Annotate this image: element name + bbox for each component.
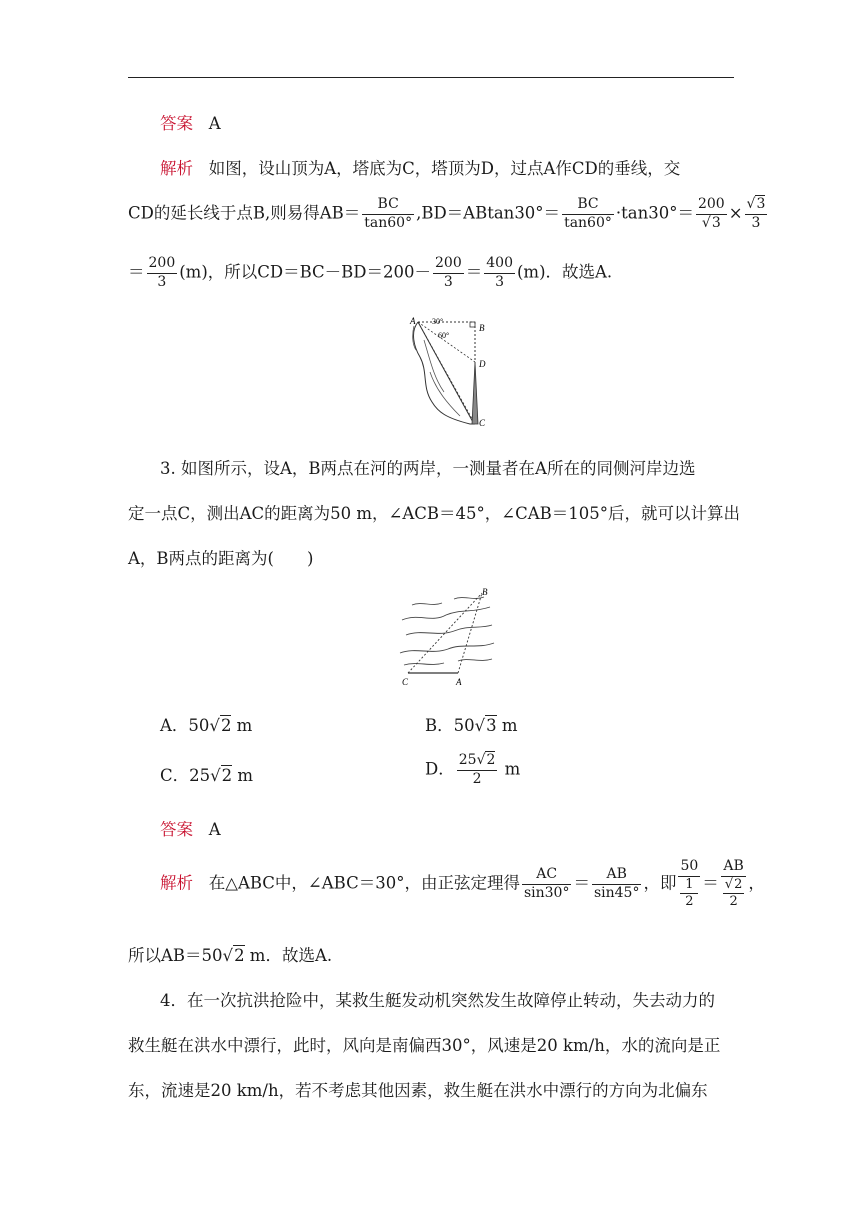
analysis-label: 解析	[160, 873, 193, 893]
fraction: $\frac{400}{3}$	[486, 255, 513, 290]
fraction: $\frac{200}{3}$	[435, 255, 462, 290]
question-4-line-1: 4．在一次抗洪抢险中，某救生艇发动机突然发生故障停止转动，失去动力的	[160, 991, 715, 1010]
point-c-label: C	[402, 677, 409, 687]
analysis-2-line-2: 所以AB＝50√2 m．故选A.	[128, 946, 333, 965]
fraction: $\frac{√3}{3}$	[746, 196, 766, 231]
point-c-label: C	[479, 418, 486, 428]
answer-value: A	[208, 114, 221, 133]
fraction: $\frac{200}{√3}$	[697, 196, 725, 231]
answer-label: 答案	[160, 114, 193, 133]
question-4-line-3: 东，流速是20 km/h，若不考虑其他因素，救生艇在洪水中漂行的方向为北偏东	[128, 1081, 708, 1100]
answer-2	[160, 816, 734, 840]
point-b-label: B	[482, 587, 488, 597]
analysis-1-line-3: ＝ $\frac{200}{3}$ (m)，所以CD＝BC－BD＝200－ $\frac{200}{3}$ ＝ $\frac{400}{3}$ (m)．故选A.	[128, 255, 613, 290]
fraction: $\frac{BC}{\tan 60^\circ}$	[364, 196, 413, 231]
analysis-label: 解析	[160, 159, 193, 178]
analysis-2-line-1: 解析 在△ABC中，∠ABC＝30°，由正弦定理得 $\frac{AC}{\sin 30^\circ}$ ＝ $\frac{AB}{\sin 45^\circ}$ ，即 50 1 2 ＝ AB √2 2 ，	[160, 858, 765, 909]
analysis-1-line-1: 解析 如图，设山顶为A，塔底为C，塔顶为D，过点A作CD的垂线，交	[160, 159, 681, 178]
answer-label: 答案	[160, 820, 193, 839]
option-c[interactable]: C．25√2 m	[160, 766, 254, 785]
fraction: $\frac{200}{3}$	[148, 255, 176, 290]
answer-1	[160, 110, 734, 134]
fraction: $\frac{BC}{\tan 60^\circ}$	[564, 196, 612, 231]
point-a-label: A	[456, 677, 462, 687]
question-3-line-3: A，B两点的距离为( )	[128, 549, 314, 568]
angle-30-label: 30°	[432, 317, 444, 326]
answer-value: A	[208, 820, 221, 839]
mountain-tower-figure	[400, 312, 500, 432]
angle-60-label: 60°	[438, 331, 450, 340]
option-d[interactable]: D． $\frac{25√2}{2}$ m	[425, 752, 521, 787]
point-b-label: B	[479, 323, 485, 333]
point-a-label: A	[410, 316, 416, 326]
river-figure	[398, 585, 498, 690]
question-3-line-2: 定一点C，测出AC的距离为50 m，∠ACB＝45°，∠CAB＝105°后，就可以计算出	[128, 504, 741, 523]
option-b[interactable]: B．50√3 m	[425, 716, 518, 735]
analysis-1-line-2: CD的延长线于点B,则易得AB＝ $\frac{BC}{\tan 60^\circ}$ ,BD＝ABtan30°＝ $\frac{BC}{\tan 60^\circ}$ ·tan30°＝ $\frac{200}{√3}$ × $\frac{√3}{3}$	[128, 196, 766, 231]
question-4-line-2: 救生艇在洪水中漂行，此时，风向是南偏西30°，风速是20 km/h，水的流向是正	[128, 1036, 721, 1055]
point-d-label: D	[479, 359, 486, 369]
question-3-line-1: 3. 如图所示，设A，B两点在河的两岸，一测量者在A所在的同侧河岸边选	[160, 459, 696, 478]
header-rule	[128, 77, 734, 78]
option-a[interactable]: A．50√2 m	[160, 716, 253, 735]
